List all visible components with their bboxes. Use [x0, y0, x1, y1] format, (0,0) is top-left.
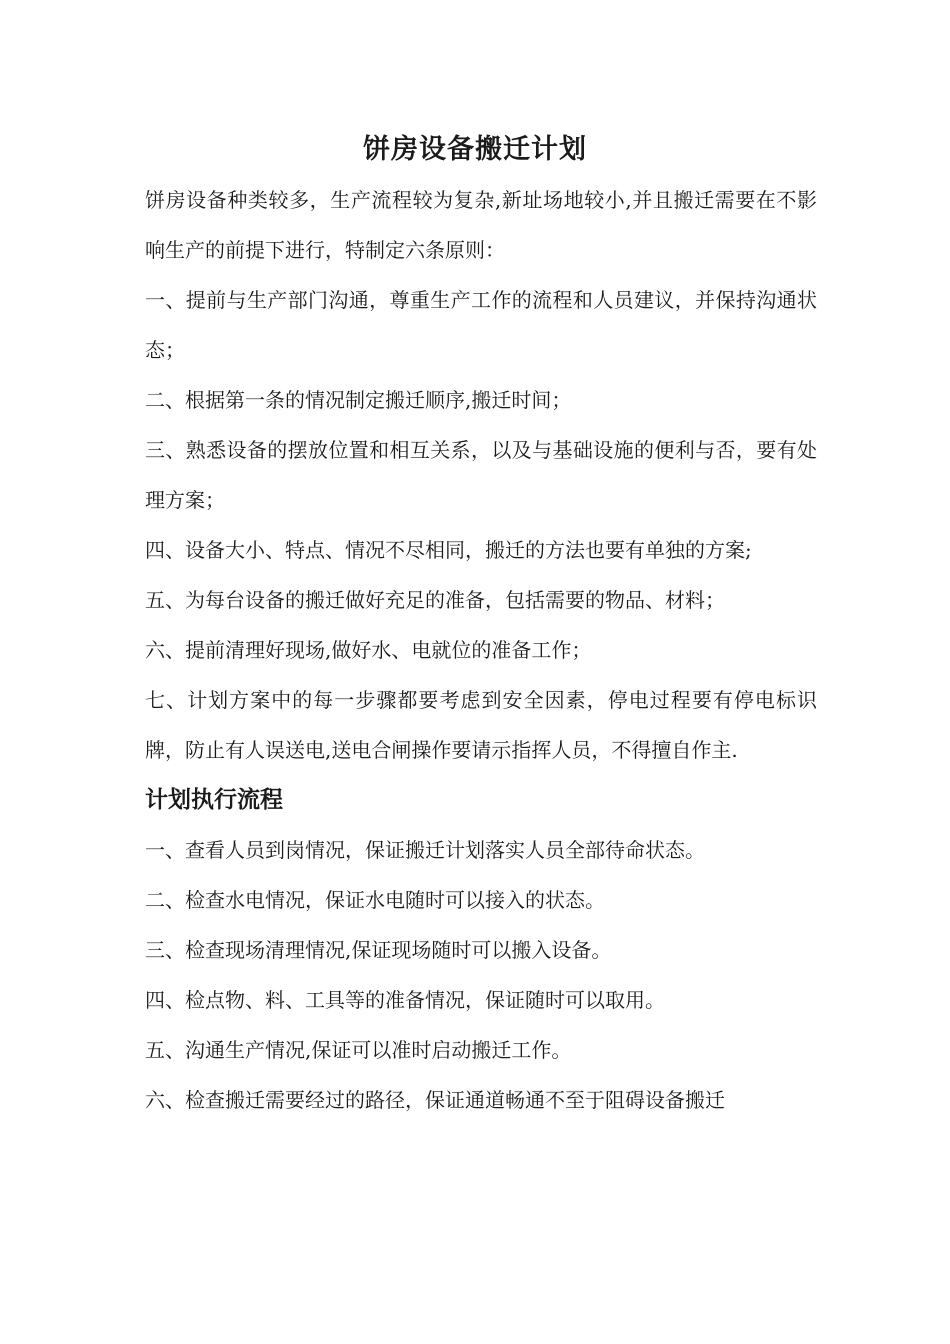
section-heading: 计划执行流程: [145, 787, 283, 813]
principle-item: 七、计划方案中的每一步骤都要考虑到安全因素，停电过程要有停电标识牌，防止有人误送电,送电合闸操作要请示指挥人员，不得擅自作主.: [145, 688, 817, 762]
document-body: [145, 175, 817, 1125]
step-item: 六、检查搬迁需要经过的路径，保证通道畅通不至于阻碍设备搬迁: [145, 1088, 725, 1112]
step-item: 二、检查水电情况，保证水电随时可以接入的状态。: [145, 888, 605, 912]
principle-item: 六、提前清理好现场,做好水、电就位的准备工作；: [145, 638, 592, 662]
principle-item: 三、熟悉设备的摆放位置和相互关系，以及与基础设施的便利与否，要有处理方案；: [145, 438, 817, 512]
step-item: 五、沟通生产情况,保证可以准时启动搬迁工作。: [145, 1038, 572, 1062]
step-item: 四、检点物、料、工具等的准备情况，保证随时可以取用。: [145, 988, 665, 1012]
principle-item: 一、提前与生产部门沟通，尊重生产工作的流程和人员建议，并保持沟通状态；: [145, 288, 817, 362]
step-item: 一、查看人员到岗情况，保证搬迁计划落实人员全部待命状态。: [145, 838, 705, 862]
intro-paragraph: 饼房设备种类较多，生产流程较为复杂,新址场地较小,并且搬迁需要在不影响生产的前提下进行，特制定六条原则：: [145, 188, 817, 262]
step-item: 三、检查现场清理情况,保证现场随时可以搬入设备。: [145, 938, 612, 962]
principle-item: 四、设备大小、特点、情况不尽相同，搬迁的方法也要有单独的方案;: [145, 538, 752, 562]
principle-item: 二、根据第一条的情况制定搬迁顺序,搬迁时间；: [145, 388, 572, 412]
principle-item: 五、为每台设备的搬迁做好充足的准备，包括需要的物品、材料；: [145, 588, 725, 612]
document-title: 饼房设备搬迁计划: [363, 134, 587, 165]
